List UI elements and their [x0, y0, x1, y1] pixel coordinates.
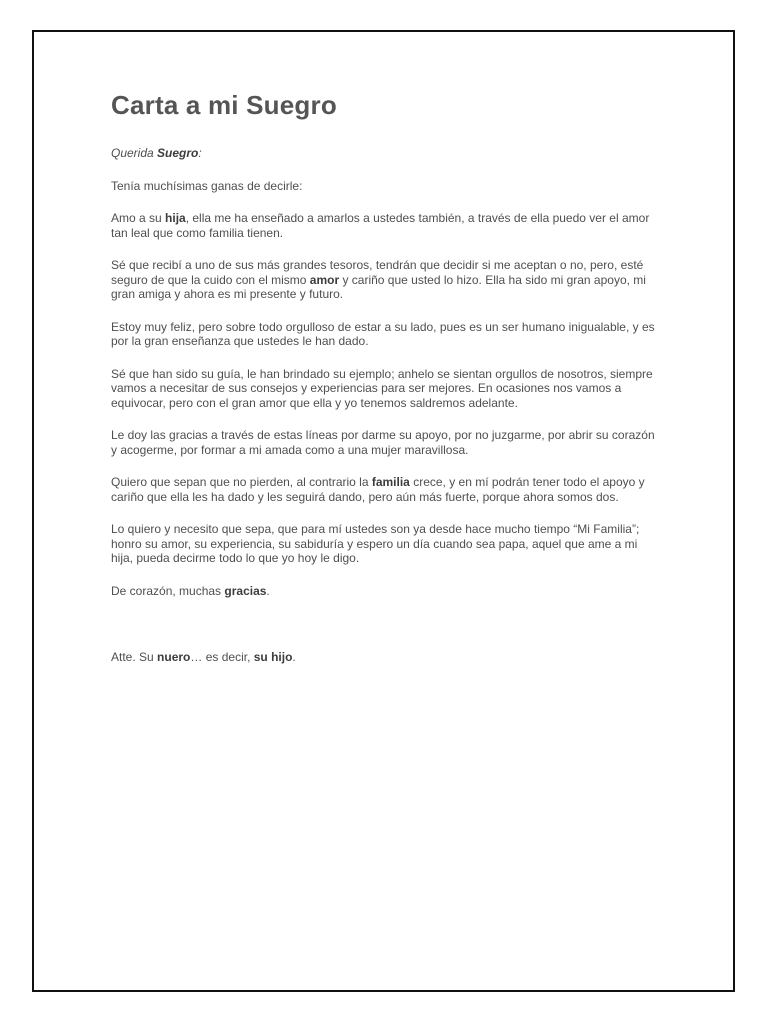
paragraph-6: Le doy las gracias a través de estas líneas por darme su apoyo, por no juzgarme, por abrir su corazón y acogerme, por formar a mi amada como a una mujer maravillosa.	[111, 428, 655, 457]
page-title: Carta a mi Suegro	[111, 90, 337, 120]
p3-c: y cariño que usted lo hizo. Ella ha sido mi gran apoyo, mi gran amiga y ahora es mi presente y futuro.	[111, 272, 646, 301]
signature-su-hijo: su hijo	[253, 650, 293, 664]
p2-c: , ella me ha enseñado a amarlos a ustedes también, a través de ella puedo ver el amor tan leal que como familia tienen.	[111, 211, 650, 240]
signature	[111, 650, 661, 665]
p2-a: Amo a su	[111, 211, 166, 225]
p3-a: Sé que recibí a uno de sus más grandes tesoros, tendrán que decidir si me aceptan o no, pero, esté seguro de que la cuido con el mismo	[111, 258, 644, 287]
signature-a: Atte. Su	[111, 650, 158, 664]
paragraph-3	[111, 258, 661, 302]
paragraph-7	[111, 475, 661, 504]
paragraph-1: Tenía muchísimas ganas de decirle:	[111, 178, 303, 193]
paragraph-8: Lo quiero y necesito que sepa, que para mí ustedes son ya desde hace mucho tiempo “Mi Familia”; honro su amor, su experiencia, su sabiduría y espero un día cuando sea papa, aquel que ame a mi hija, pueda decirme todo lo que yo hoy le digo.	[111, 522, 640, 565]
p9-bold: gracias	[224, 583, 267, 598]
paragraph-2	[111, 211, 661, 240]
p9-c: .	[266, 583, 270, 598]
paragraph-9	[111, 584, 661, 599]
document-page	[32, 30, 735, 992]
letter-content	[111, 90, 661, 683]
signature-spacer	[111, 616, 661, 650]
signature-e: .	[292, 650, 296, 664]
p3-bold: amor	[309, 272, 340, 287]
greeting-bold: Suegro	[157, 146, 199, 160]
paragraph-4: Estoy muy feliz, pero sobre todo orgulloso de estar a su lado, pues es un ser humano inigualable, y es por la gran enseñanza que ustedes le han dado.	[111, 319, 655, 348]
p7-a: Quiero que sepan que no pierden, al contrario la	[111, 475, 372, 489]
greeting	[111, 146, 661, 161]
signature-c: … es decir,	[190, 650, 254, 664]
p9-a: De corazón, muchas	[111, 583, 225, 598]
paragraph-5: Sé que han sido su guía, le han brindado su ejemplo; anhelo se sientan orgullos de nosotros, siempre vamos a necesitar de sus consejos y experiencias para ser mejores. En ocasiones nos vamos a equivocar, pero con el gran amor que ella y yo tenemos saldremos adelante.	[111, 366, 653, 410]
greeting-pre: Querida	[111, 146, 158, 160]
p2-bold: hija	[165, 211, 186, 225]
p7-c: crece, y en mí podrán tener todo el apoyo y cariño que ella les ha dado y les seguirá dando, pero aún más fuerte, porque ahora somos dos.	[111, 475, 645, 504]
signature-nuero: nuero	[157, 650, 191, 664]
greeting-post: :	[198, 146, 202, 160]
p7-bold: familia	[371, 475, 410, 489]
